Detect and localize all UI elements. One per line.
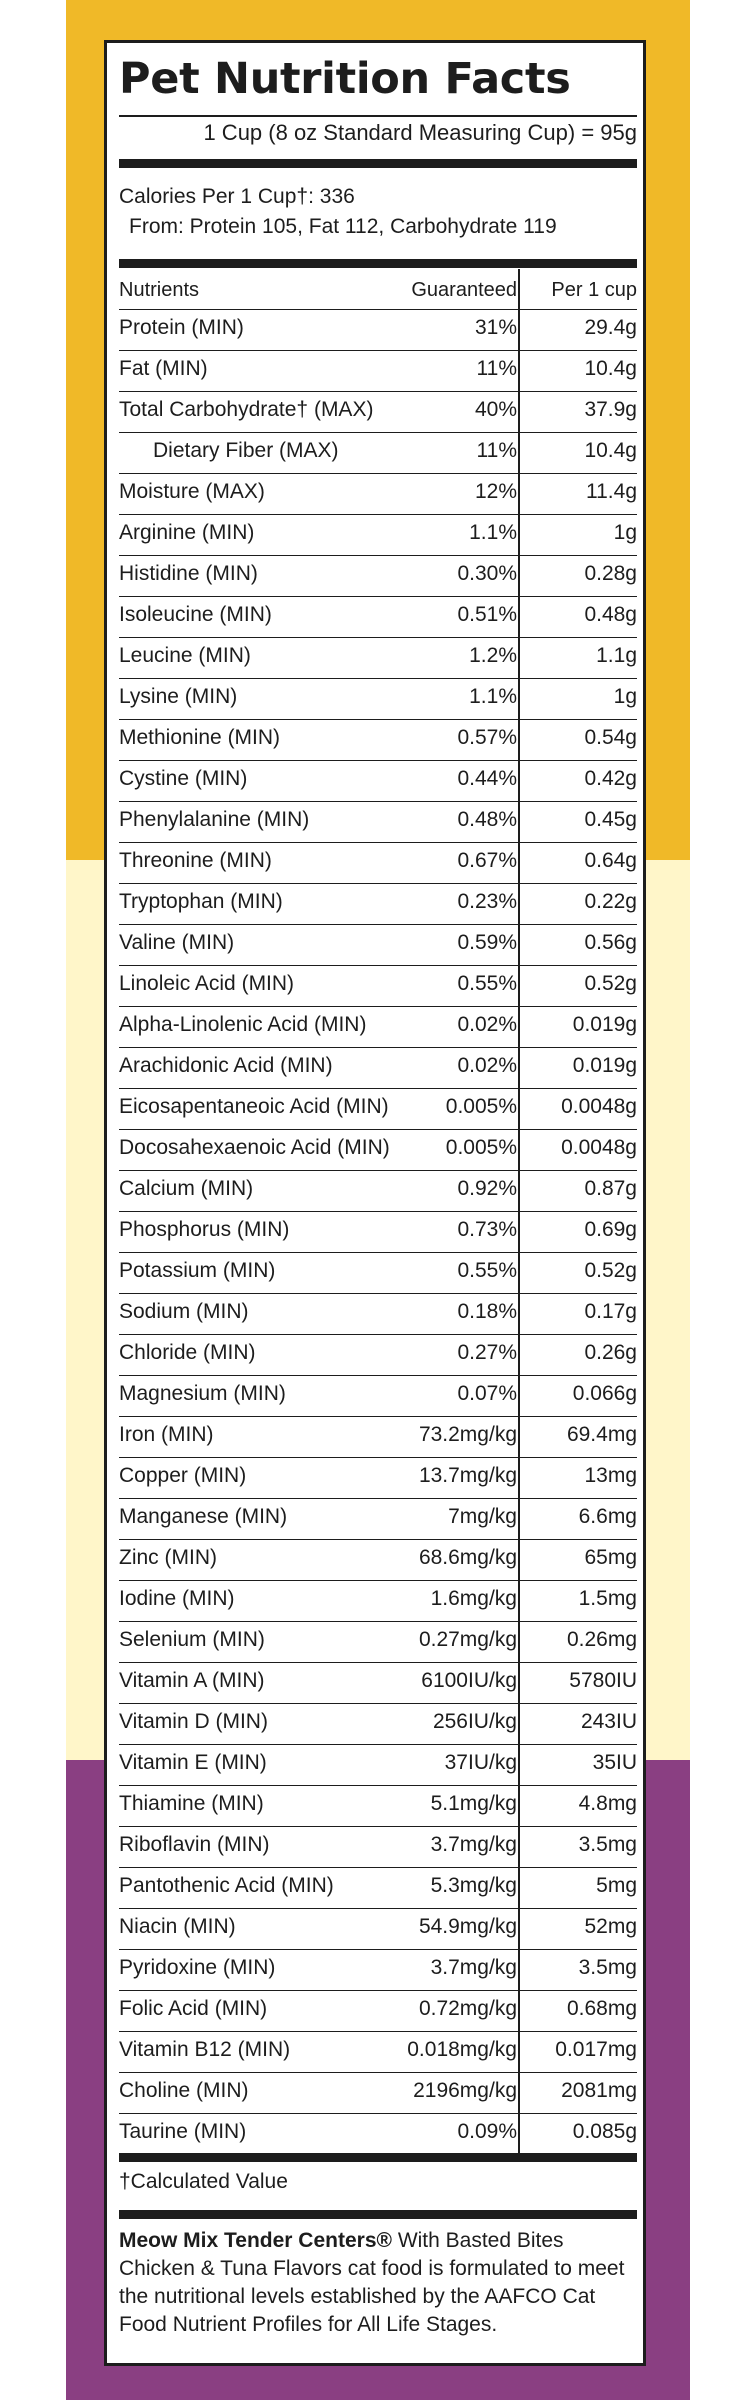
- per-cup-value: 6.6mg: [578, 1505, 637, 1528]
- per-cup-value: 1.1g: [596, 644, 637, 667]
- nutrient-name: Histidine (MIN): [119, 562, 258, 585]
- serving-size: 1 Cup (8 oz Standard Measuring Cup) = 95g: [203, 120, 637, 145]
- guaranteed-value: 0.59%: [457, 931, 517, 954]
- per-cup-value: 0.085g: [572, 2120, 637, 2143]
- table-row: [119, 1498, 637, 1539]
- nutrient-name: Cystine (MIN): [119, 767, 248, 790]
- per-cup-value: 0.066g: [572, 1382, 637, 1405]
- nutrient-name: Dietary Fiber (MAX): [153, 439, 339, 462]
- divider-thick: [119, 159, 637, 168]
- guaranteed-value: 11%: [476, 439, 517, 462]
- per-cup-value: 3.5mg: [578, 1956, 637, 1979]
- guaranteed-value: 0.55%: [457, 972, 517, 995]
- table-row: [119, 2072, 637, 2113]
- divider-thick: [119, 259, 637, 268]
- nutrient-name: Phenylalanine (MIN): [119, 808, 310, 831]
- table-row: [119, 1826, 637, 1867]
- nutrient-name: Alpha-Linolenic Acid (MIN): [119, 1013, 367, 1036]
- table-header: [119, 269, 637, 309]
- guaranteed-value: 5.3mg/kg: [430, 1874, 517, 1897]
- nutrient-name: Manganese (MIN): [119, 1505, 288, 1528]
- guaranteed-value: 0.44%: [457, 767, 517, 790]
- guaranteed-value: 1.2%: [469, 644, 517, 667]
- guaranteed-value: 0.09%: [457, 2120, 517, 2143]
- per-cup-value: 0.52g: [584, 1259, 637, 1282]
- table-row: [119, 1662, 637, 1703]
- per-cup-value: 0.0048g: [561, 1136, 637, 1159]
- per-cup-value: 0.48g: [584, 603, 637, 626]
- guaranteed-value: 0.018mg/kg: [407, 2038, 517, 2061]
- table-row: [119, 1211, 637, 1252]
- nutrient-name: Vitamin D (MIN): [119, 1710, 268, 1733]
- per-cup-value: 0.69g: [584, 1218, 637, 1241]
- guaranteed-value: 3.7mg/kg: [430, 1956, 517, 1979]
- divider: [119, 115, 637, 117]
- per-cup-value: 0.019g: [572, 1013, 637, 1036]
- table-row: [119, 1908, 637, 1949]
- table-row: [119, 432, 637, 473]
- nutrient-name: Folic Acid (MIN): [119, 1997, 268, 2020]
- nutrient-name: Iron (MIN): [119, 1423, 214, 1446]
- guaranteed-value: 256IU/kg: [432, 1710, 517, 1733]
- guaranteed-value: 31%: [474, 316, 517, 339]
- guaranteed-value: 6100IU/kg: [421, 1669, 517, 1692]
- per-cup-value: 0.52g: [584, 972, 637, 995]
- per-cup-value: 1g: [613, 521, 637, 544]
- table-row: [119, 760, 637, 801]
- nutrient-name: Threonine (MIN): [119, 849, 272, 872]
- per-cup-value: 10.4g: [584, 439, 637, 462]
- nutrient-name: Calcium (MIN): [119, 1177, 254, 1200]
- table-row: [119, 1744, 637, 1785]
- table-row: [119, 1703, 637, 1744]
- guaranteed-value: 1.1%: [469, 521, 517, 544]
- guaranteed-value: 1.6mg/kg: [430, 1587, 517, 1610]
- per-cup-value: 0.42g: [584, 767, 637, 790]
- per-cup-value: 69.4mg: [566, 1423, 637, 1446]
- guaranteed-value: 12%: [474, 480, 517, 503]
- table-row: [119, 924, 637, 965]
- header-nutrients: Nutrients: [119, 279, 200, 301]
- nutrient-name: Vitamin A (MIN): [119, 1669, 265, 1692]
- nutrient-name: Valine (MIN): [119, 931, 235, 954]
- nutrient-name: Selenium (MIN): [119, 1628, 265, 1651]
- per-cup-value: 1.5mg: [578, 1587, 637, 1610]
- guaranteed-value: 68.6mg/kg: [418, 1546, 517, 1569]
- per-cup-value: 10.4g: [584, 357, 637, 380]
- table-row: [119, 1006, 637, 1047]
- guaranteed-value: 0.27mg/kg: [418, 1628, 517, 1651]
- nutrient-name: Choline (MIN): [119, 2079, 249, 2102]
- table-row: [119, 1375, 637, 1416]
- left-margin: [0, 0, 66, 2400]
- per-cup-value: 0.54g: [584, 726, 637, 749]
- nutrient-name: Lysine (MIN): [119, 685, 238, 708]
- guaranteed-value: 2196mg/kg: [413, 2079, 517, 2102]
- guaranteed-value: 0.07%: [457, 1382, 517, 1405]
- footnote: †Calculated Value: [119, 2170, 288, 2193]
- table-row: [119, 514, 637, 555]
- table-row: [119, 1990, 637, 2031]
- guaranteed-value: 0.02%: [457, 1054, 517, 1077]
- table-row: [119, 2113, 637, 2154]
- table-row: [119, 473, 637, 514]
- nutrient-name: Arginine (MIN): [119, 521, 255, 544]
- per-cup-value: 35IU: [592, 1751, 637, 1774]
- guaranteed-value: 0.51%: [457, 603, 517, 626]
- nutrient-name: Arachidonic Acid (MIN): [119, 1054, 333, 1077]
- guaranteed-value: 73.2mg/kg: [418, 1423, 517, 1446]
- per-cup-value: 3.5mg: [578, 1833, 637, 1856]
- divider-thick: [119, 2153, 637, 2162]
- nutrient-name: Riboflavin (MIN): [119, 1833, 270, 1856]
- column-divider: [518, 269, 520, 2154]
- table-row: [119, 1539, 637, 1580]
- per-cup-value: 0.56g: [584, 931, 637, 954]
- formulation-statement: [119, 2227, 637, 2339]
- nutrient-name: Chloride (MIN): [119, 1341, 256, 1364]
- formulation-text: With Basted Bites Chicken & Tuna Flavors cat food is formulated to meet the nutritional levels established by the AAFCO Cat Food Nutrient Profiles for All Life Stages.: [119, 2229, 625, 2336]
- per-cup-value: 0.87g: [584, 1177, 637, 1200]
- nutrient-name: Methionine (MIN): [119, 726, 281, 749]
- per-cup-value: 11.4g: [586, 480, 637, 503]
- guaranteed-value: 0.30%: [457, 562, 517, 585]
- table-row: [119, 596, 637, 637]
- calories-line: Calories Per 1 Cup†: 336: [119, 185, 355, 208]
- panel-title: Pet Nutrition Facts: [119, 54, 571, 104]
- table-row: [119, 391, 637, 432]
- nutrient-name: Tryptophan (MIN): [119, 890, 283, 913]
- guaranteed-value: 37IU/kg: [444, 1751, 517, 1774]
- guaranteed-value: 7mg/kg: [448, 1505, 517, 1528]
- guaranteed-value: 1.1%: [469, 685, 517, 708]
- guaranteed-value: 0.92%: [457, 1177, 517, 1200]
- table-row: [119, 2031, 637, 2072]
- table-row: [119, 801, 637, 842]
- table-row: [119, 1621, 637, 1662]
- per-cup-value: 0.22g: [584, 890, 637, 913]
- guaranteed-value: 0.67%: [457, 849, 517, 872]
- per-cup-value: 0.0048g: [561, 1095, 637, 1118]
- per-cup-value: 0.17g: [584, 1300, 637, 1323]
- per-cup-value: 5780IU: [569, 1669, 637, 1692]
- per-cup-value: 0.45g: [584, 808, 637, 831]
- calories-breakdown: From: Protein 105, Fat 112, Carbohydrate 119: [129, 215, 557, 238]
- brand-name: Meow Mix Tender Centers®: [119, 2229, 392, 2252]
- guaranteed-value: 0.005%: [445, 1095, 517, 1118]
- table-row: [119, 350, 637, 391]
- per-cup-value: 0.28g: [584, 562, 637, 585]
- per-cup-value: 0.019g: [572, 1054, 637, 1077]
- nutrient-name: Niacin (MIN): [119, 1915, 236, 1938]
- nutrient-name: Vitamin E (MIN): [119, 1751, 267, 1774]
- nutrient-name: Zinc (MIN): [119, 1546, 217, 1569]
- table-row: [119, 842, 637, 883]
- guaranteed-value: 3.7mg/kg: [430, 1833, 517, 1856]
- table-row: [119, 1252, 637, 1293]
- table-row: [119, 678, 637, 719]
- table-row: [119, 1416, 637, 1457]
- per-cup-value: 0.64g: [584, 849, 637, 872]
- table-row: [119, 1785, 637, 1826]
- per-cup-value: 2081mg: [561, 2079, 637, 2102]
- table-row: [119, 1457, 637, 1498]
- guaranteed-value: 0.72mg/kg: [418, 1997, 517, 2020]
- table-row: [119, 1170, 637, 1211]
- header-per-cup: Per 1 cup: [551, 279, 637, 301]
- nutrition-facts-panel: [104, 40, 646, 2366]
- guaranteed-value: 0.48%: [457, 808, 517, 831]
- guaranteed-value: 0.27%: [457, 1341, 517, 1364]
- table-row: [119, 1047, 637, 1088]
- table-row: [119, 1580, 637, 1621]
- per-cup-value: 29.4g: [584, 316, 637, 339]
- table-row: [119, 555, 637, 596]
- nutrient-name: Magnesium (MIN): [119, 1382, 286, 1405]
- per-cup-value: 37.9g: [584, 398, 637, 421]
- nutrient-name: Taurine (MIN): [119, 2120, 247, 2143]
- guaranteed-value: 54.9mg/kg: [418, 1915, 517, 1938]
- per-cup-value: 5mg: [596, 1874, 637, 1897]
- guaranteed-value: 0.005%: [445, 1136, 517, 1159]
- nutrient-name: Sodium (MIN): [119, 1300, 249, 1323]
- guaranteed-value: 0.02%: [457, 1013, 517, 1036]
- table-row: [119, 1293, 637, 1334]
- table-row: [119, 1334, 637, 1375]
- nutrient-name: Copper (MIN): [119, 1464, 247, 1487]
- table-row: [119, 637, 637, 678]
- nutrient-name: Pyridoxine (MIN): [119, 1956, 276, 1979]
- guaranteed-value: 11%: [476, 357, 517, 380]
- table-row: [119, 1129, 637, 1170]
- table-row: [119, 309, 637, 350]
- nutrient-name: Phosphorus (MIN): [119, 1218, 290, 1241]
- guaranteed-value: 0.55%: [457, 1259, 517, 1282]
- header-guaranteed: Guaranteed: [411, 279, 517, 301]
- right-margin: [690, 0, 756, 2400]
- nutrient-name: Moisture (MAX): [119, 480, 265, 503]
- guaranteed-value: 0.18%: [457, 1300, 517, 1323]
- guaranteed-value: 5.1mg/kg: [430, 1792, 517, 1815]
- per-cup-value: 0.017mg: [555, 2038, 637, 2061]
- nutrient-name: Potassium (MIN): [119, 1259, 276, 1282]
- per-cup-value: 4.8mg: [578, 1792, 637, 1815]
- guaranteed-value: 0.23%: [457, 890, 517, 913]
- guaranteed-value: 13.7mg/kg: [418, 1464, 517, 1487]
- per-cup-value: 65mg: [584, 1546, 637, 1569]
- per-cup-value: 0.26g: [584, 1341, 637, 1364]
- nutrient-name: Total Carbohydrate† (MAX): [119, 398, 374, 421]
- per-cup-value: 1g: [613, 685, 637, 708]
- nutrient-name: Leucine (MIN): [119, 644, 251, 667]
- nutrient-name: Eicosapentaneoic Acid (MIN): [119, 1095, 389, 1118]
- nutrient-name: Docosahexaenoic Acid (MIN): [119, 1136, 390, 1159]
- per-cup-value: 52mg: [584, 1915, 637, 1938]
- nutrient-name: Iodine (MIN): [119, 1587, 235, 1610]
- per-cup-value: 243IU: [580, 1710, 637, 1733]
- nutrient-name: Linoleic Acid (MIN): [119, 972, 295, 995]
- table-row: [119, 719, 637, 760]
- table-row: [119, 1949, 637, 1990]
- table-row: [119, 965, 637, 1006]
- nutrient-name: Pantothenic Acid (MIN): [119, 1874, 334, 1897]
- guaranteed-value: 0.73%: [457, 1218, 517, 1241]
- nutrient-name: Thiamine (MIN): [119, 1792, 264, 1815]
- table-row: [119, 883, 637, 924]
- table-row: [119, 1088, 637, 1129]
- nutrient-name: Isoleucine (MIN): [119, 603, 272, 626]
- nutrient-name: Fat (MIN): [119, 357, 208, 380]
- nutrient-name: Protein (MIN): [119, 316, 244, 339]
- guaranteed-value: 0.57%: [457, 726, 517, 749]
- guaranteed-value: 40%: [474, 398, 517, 421]
- table-row: [119, 1867, 637, 1908]
- per-cup-value: 0.68mg: [566, 1997, 637, 2020]
- nutrient-name: Vitamin B12 (MIN): [119, 2038, 291, 2061]
- divider-thick: [119, 2210, 637, 2219]
- per-cup-value: 0.26mg: [566, 1628, 637, 1651]
- per-cup-value: 13mg: [584, 1464, 637, 1487]
